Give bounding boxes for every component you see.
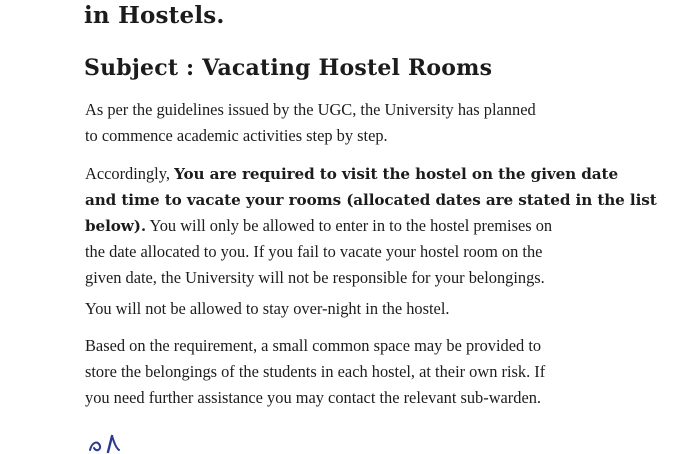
- paragraph-overnight: [85, 296, 625, 322]
- intro-text: Accordingly,: [85, 164, 175, 183]
- title-continuation: in Hostels.: [84, 2, 225, 29]
- instruction-text: You will only be allowed to enter in to the hostel premises on: [146, 216, 553, 235]
- paragraph-line: [85, 161, 625, 187]
- paragraph-guidelines: [85, 97, 625, 149]
- signature-ink: [86, 430, 156, 454]
- bold-instruction: and time to vacate your rooms (allocated dates are stated in the list: [85, 191, 657, 209]
- paragraph-line: you need further assistance you may contact the relevant sub-warden.: [85, 388, 542, 407]
- paragraph-line: As per the guidelines issued by the UGC, the University has planned: [85, 100, 536, 119]
- paragraph-line: the date allocated to you. If you fail to vacate your hostel room on the: [85, 242, 543, 261]
- subject-heading: Subject : Vacating Hostel Rooms: [84, 55, 493, 81]
- paragraph-line: Based on the requirement, a small common space may be provided to: [85, 336, 542, 355]
- paragraph-line: given date, the University will not be responsible for your belongings.: [85, 268, 545, 287]
- bold-instruction: below).: [85, 217, 147, 235]
- paragraph-instructions: [85, 161, 657, 291]
- bold-instruction: You are required to visit the hostel on the given date: [174, 165, 619, 183]
- paragraph-line: You will not be allowed to stay over-night in the hostel.: [85, 299, 450, 318]
- paragraph-line: [85, 213, 625, 239]
- paragraph-line: store the belongings of the students in each hostel, at their own risk. If: [85, 362, 546, 381]
- paragraph-common-space: [85, 333, 625, 411]
- paragraph-line: to commence academic activities step by step.: [85, 126, 388, 145]
